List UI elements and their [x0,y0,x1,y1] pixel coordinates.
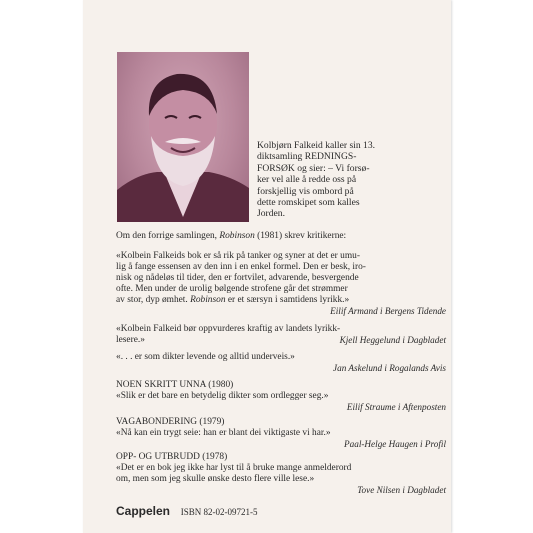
intro-line: diktsamling REDNINGS- [257,151,357,163]
intro-line: forskjellig vis ombord på [257,185,354,197]
review-quote-2: «Kolbein Falkeid bør oppvurderes kraftig av landets lyrikk- lesere.» Kjell Heggelund i Dagbladet [116,324,446,345]
review-source: Tove Nilsen i Dagbladet [357,485,446,495]
publisher-name: Cappelen [116,504,171,518]
book-heading: OPP- OG UTBRUDD (1978) [116,452,228,462]
previous-collection-intro: Om den forrige samlingen, Robinson (1981) skrev kritikerne: [116,231,347,241]
intro-line: Jorden. [257,208,285,220]
intro-text [257,140,447,220]
book-heading: NOEN SKRITT UNNA (1980) [116,380,234,390]
review-quote-1: «Kolbein Falkeids bok er så rik på tanker og syner at det er umu- lig å fange essensen av den inn i en enkel formel. Den er besk, iro- nisk og nådeløs til tider, den er fortvilet, advarende, besvergende ofte. Men under de urolig bølgende strofene går det strømmer av stor, dyp ømhet. Robinson er et særsyn i samtidens lyrikk.» Eilif Armand i Bergens Tidende [116,251,446,316]
review-source: Eilif Straume i Aftenposten [346,402,446,412]
book-back-cover [83,0,451,533]
intro-line: FORSØK og sier: – Vi forsø- [257,162,370,174]
review-source: Eilif Armand i Bergens Tidende [330,306,446,316]
review-quote-3: «. . . er som dikter levende og alltid underveis.» Jan Askelund i Rogalands Avis [116,352,446,373]
publisher-line [116,504,446,518]
earlier-book-1: NOEN SKRITT UNNA (1980) «Slik er det bare en betydelig dikter som ordlegger seg.» Eilif Straume i Aftenposten [116,380,446,412]
earlier-book-3: OPP- OG UTBRUDD (1978) «Det er en bok jeg ikke har lyst til å bruke mange anmelderord om, men som jeg skulle ønske desto flere ville lese.» Tove Nilsen i Dagbladet [116,452,446,495]
book-title-robinson: Robinson [219,231,255,241]
review-source: Kjell Heggelund i Dagbladet [339,335,446,345]
author-portrait [117,52,249,222]
review-source: Paal-Helge Haugen i Profil [344,439,446,449]
intro-line: ker vel alle å redde oss på [257,174,357,186]
isbn: ISBN 82-02-09721-5 [180,507,258,517]
earlier-book-2: VAGABONDERING (1979) «Nå kan ein trygt seie: han er blant dei viktigaste vi har.» Paal-Helge Haugen i Profil [116,417,446,449]
review-source: Jan Askelund i Rogalands Avis [333,363,446,373]
book-heading: VAGABONDERING (1979) [116,417,225,427]
intro-line: Kolbjørn Falkeid kaller sin 13. [257,140,376,151]
intro-line: dette romskipet som kalles [257,197,360,209]
